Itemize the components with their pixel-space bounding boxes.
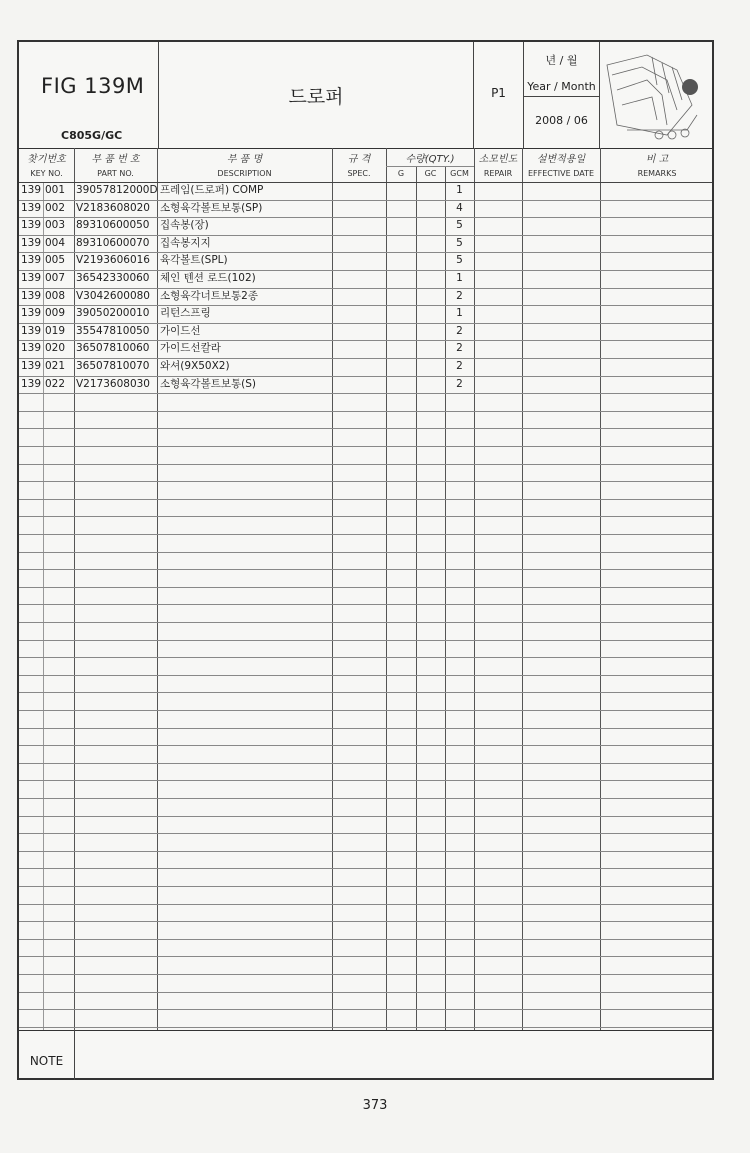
part-no-header: PART NO.: [97, 169, 134, 178]
qty-gcm-cell: 5: [456, 254, 463, 267]
key-number-cell: 001: [45, 184, 66, 196]
qty-gcm-cell: 5: [456, 219, 463, 232]
description-cell: 집속봉지지: [160, 236, 211, 249]
qty-gcm-cell: 2: [456, 289, 463, 302]
note-label: NOTE: [29, 1054, 64, 1068]
fig-number-cell: 139: [21, 236, 42, 249]
description-cell: 와셔(9X50X2): [160, 360, 230, 372]
description-cell: 가이드선칼라: [160, 342, 221, 355]
fig-number-cell: 139: [21, 324, 42, 337]
repair-header-ko: 소모빈도: [478, 154, 518, 165]
qty-gcm-cell: 2: [456, 360, 463, 372]
qty-gcm-cell: 2: [456, 342, 463, 355]
parts-list-sheet: [17, 40, 714, 1080]
repair-header: REPAIR: [483, 169, 513, 178]
fig-number-cell: 139: [21, 289, 42, 302]
qty-gcm-cell: 1: [456, 307, 463, 320]
effective-date-header-ko: 설변적용일: [536, 154, 586, 165]
part-number-cell: 36507810060: [76, 342, 150, 355]
part-no-header-ko: 부 품 번 호: [91, 154, 140, 165]
qty-gcm-cell: 1: [456, 184, 463, 196]
qty-gcm-cell: 2: [456, 324, 463, 337]
description-cell: 가이드선: [160, 324, 201, 337]
key-number-cell: 021: [45, 360, 66, 372]
part-number-cell: 36542330060: [76, 272, 150, 284]
year-month-cell: [524, 42, 600, 148]
key-number-cell: 022: [45, 377, 66, 390]
page-title: 드로퍼: [288, 86, 344, 108]
part-number-cell: V2183608020: [76, 201, 150, 214]
fig-number-cell: 139: [21, 307, 42, 320]
description-cell: 소형육각볼트보통(S): [160, 377, 257, 390]
key-number-cell: 007: [45, 272, 66, 284]
part-number-cell: V2173608030: [76, 377, 150, 390]
part-number-cell: V3042600080: [76, 289, 150, 302]
title-cell: [159, 42, 474, 148]
description-header: DESCRIPTION: [217, 169, 272, 178]
spec-header: SPEC.: [347, 169, 371, 178]
fig-number-cell: 139: [21, 201, 42, 214]
description-cell: 소형육각볼트보통(SP): [160, 201, 263, 214]
qty-gcm-cell: 4: [456, 201, 463, 214]
key-no-header: KEY NO.: [30, 169, 63, 178]
part-number-cell: 89310600070: [76, 236, 150, 249]
key-number-cell: 003: [45, 219, 66, 232]
key-number-cell: 020: [45, 342, 66, 355]
key-number-cell: 002: [45, 201, 66, 214]
fig-number-cell: 139: [21, 254, 42, 267]
fig-number-cell: 139: [21, 342, 42, 355]
fig-cell: [19, 42, 159, 148]
description-cell: 리턴스프링: [160, 307, 211, 320]
year-month-label-ko: 년 / 월: [545, 54, 578, 67]
year-month-label-en: Year / Month: [527, 80, 596, 93]
fig-number-cell: 139: [21, 184, 42, 196]
fig-number-cell: 139: [21, 377, 42, 390]
qty-gcm-cell: 2: [456, 377, 463, 390]
remarks-header-ko: 비 고: [645, 154, 669, 165]
part-number-cell: 36507810070: [76, 360, 150, 372]
description-cell: 프레임(드로퍼) COMP: [160, 184, 264, 196]
page-code: P1: [491, 86, 506, 100]
fig-number-cell: 139: [21, 360, 42, 372]
effective-date-header: EFFECTIVE DATE: [527, 169, 595, 178]
part-number-cell: 89310600050: [76, 219, 150, 232]
description-header-ko: 부 품 명: [226, 154, 263, 165]
qty-header: 수량(QTY.): [405, 154, 455, 165]
key-no-header-ko: 찾기번호: [27, 154, 66, 165]
qty-gcm-header: GCM: [450, 169, 469, 178]
part-number-cell: 35547810050: [76, 324, 150, 337]
description-cell: 육각볼트(SPL): [160, 254, 228, 267]
remarks-header: REMARKS: [637, 169, 677, 178]
qty-gc-header: GC: [424, 169, 437, 178]
qty-g-header: G: [397, 169, 405, 178]
description-cell: 소형육각너트보통2종: [160, 289, 258, 302]
key-number-cell: 009: [45, 307, 66, 320]
part-number-cell: V2193606016: [76, 254, 150, 267]
thumbnail-cell: [600, 42, 714, 148]
key-number-cell: 008: [45, 289, 66, 302]
page-cell: [474, 42, 524, 148]
key-number-cell: 005: [45, 254, 66, 267]
year-month-value: 2008 / 06: [535, 114, 588, 127]
part-number-cell: 39050200010: [76, 307, 150, 320]
key-number-cell: 019: [45, 324, 66, 337]
fig-number-cell: 139: [21, 219, 42, 232]
qty-gcm-cell: 1: [456, 272, 463, 284]
page-number: 373: [362, 1098, 388, 1113]
fig-number-cell: 139: [21, 272, 42, 284]
qty-gcm-cell: 5: [456, 236, 463, 249]
description-cell: 체인 텐션 로드(102): [160, 272, 256, 284]
model-name: C805G/GC: [61, 129, 123, 142]
part-number-cell: 39057812000D: [76, 184, 158, 196]
description-cell: 집속봉(장): [160, 219, 209, 232]
fig-number: FIG 139M: [41, 74, 145, 98]
key-number-cell: 004: [45, 236, 66, 249]
machine-thumbnail-image: [597, 45, 712, 144]
spec-header-ko: 규 격: [347, 154, 371, 165]
